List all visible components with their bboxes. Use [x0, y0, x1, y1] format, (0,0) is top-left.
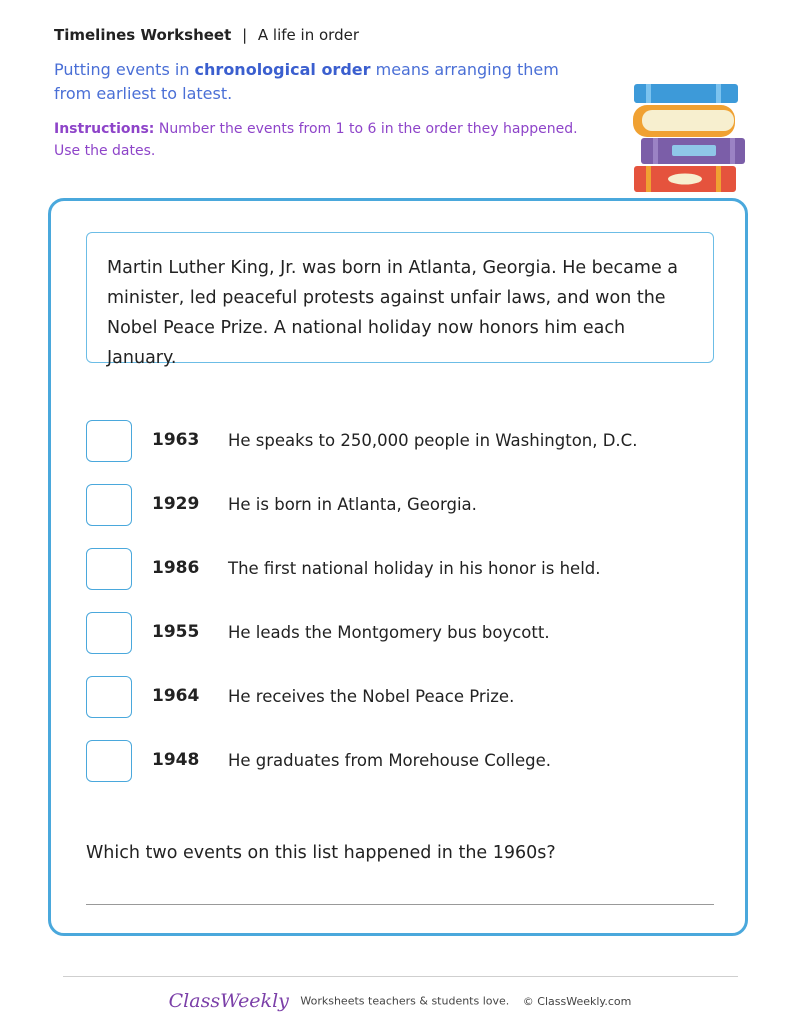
stack-of-books-icon: [628, 80, 752, 196]
event-description: He receives the Nobel Peace Prize.: [228, 687, 515, 706]
worksheet-title: Timelines Worksheet: [54, 26, 232, 44]
footer-copyright: © ClassWeekly.com: [522, 994, 632, 1008]
list-item: [86, 548, 726, 612]
instructions-label: Instructions:: [54, 121, 155, 137]
event-description: The first national holiday in his honor is held.: [228, 559, 601, 578]
order-number-box[interactable]: [86, 676, 132, 718]
red-book-band: [646, 166, 651, 192]
order-number-box[interactable]: [86, 612, 132, 654]
worksheet-subtitle: A life in order: [257, 26, 359, 44]
event-year: 1964: [152, 686, 200, 706]
intro-text: [54, 58, 594, 106]
event-year: 1955: [152, 622, 200, 642]
red-book-band: [716, 166, 721, 192]
list-item: [86, 612, 726, 676]
event-year: 1963: [152, 430, 200, 450]
instructions: [54, 118, 594, 162]
list-item: [86, 420, 726, 484]
blue-book-band: [646, 84, 651, 103]
blue-book-band: [716, 84, 721, 103]
brand-logo: ClassWeekly: [168, 990, 289, 1012]
footer: [0, 990, 800, 1012]
intro-text-after: means arranging them from earliest to latest.: [54, 60, 559, 103]
order-number-box[interactable]: [86, 548, 132, 590]
purple-book-label: [672, 145, 716, 156]
event-description: He is born in Atlanta, Georgia.: [228, 495, 477, 514]
question-prompt: Which two events on this list happened in the 1960s?: [86, 843, 556, 863]
intro-emphasis: chronological order: [194, 60, 371, 79]
orange-book-pages: [642, 110, 734, 131]
worksheet-header: [54, 26, 359, 44]
order-number-box[interactable]: [86, 420, 132, 462]
order-number-box[interactable]: [86, 484, 132, 526]
order-number-box[interactable]: [86, 740, 132, 782]
event-year: 1948: [152, 750, 200, 770]
event-year: 1986: [152, 558, 200, 578]
intro-text-before: Putting events in: [54, 60, 195, 79]
event-description: He leads the Montgomery bus boycott.: [228, 623, 550, 642]
list-item: [86, 740, 726, 804]
event-description: He graduates from Morehouse College.: [228, 751, 552, 770]
purple-book-band: [653, 138, 658, 164]
event-description: He speaks to 250,000 people in Washington, D.C.: [228, 431, 638, 450]
event-list: [86, 420, 726, 804]
instructions-text: Number the events from 1 to 6 in the order they happened. Use the dates.: [54, 121, 578, 159]
list-item: [86, 676, 726, 740]
footer-tagline: Worksheets teachers & students love.: [300, 994, 510, 1008]
red-book-label: [668, 174, 702, 185]
purple-book-band: [730, 138, 735, 164]
header-separator: |: [242, 26, 248, 44]
answer-line[interactable]: [86, 904, 714, 905]
footer-divider: [63, 976, 738, 977]
event-year: 1929: [152, 494, 200, 514]
reading-passage: Martin Luther King, Jr. was born in Atlanta, Georgia. He became a minister, led peaceful protests against unfair laws, and won the Nobel Peace Prize. A national holiday now honors him each January.: [86, 232, 714, 363]
list-item: [86, 484, 726, 548]
